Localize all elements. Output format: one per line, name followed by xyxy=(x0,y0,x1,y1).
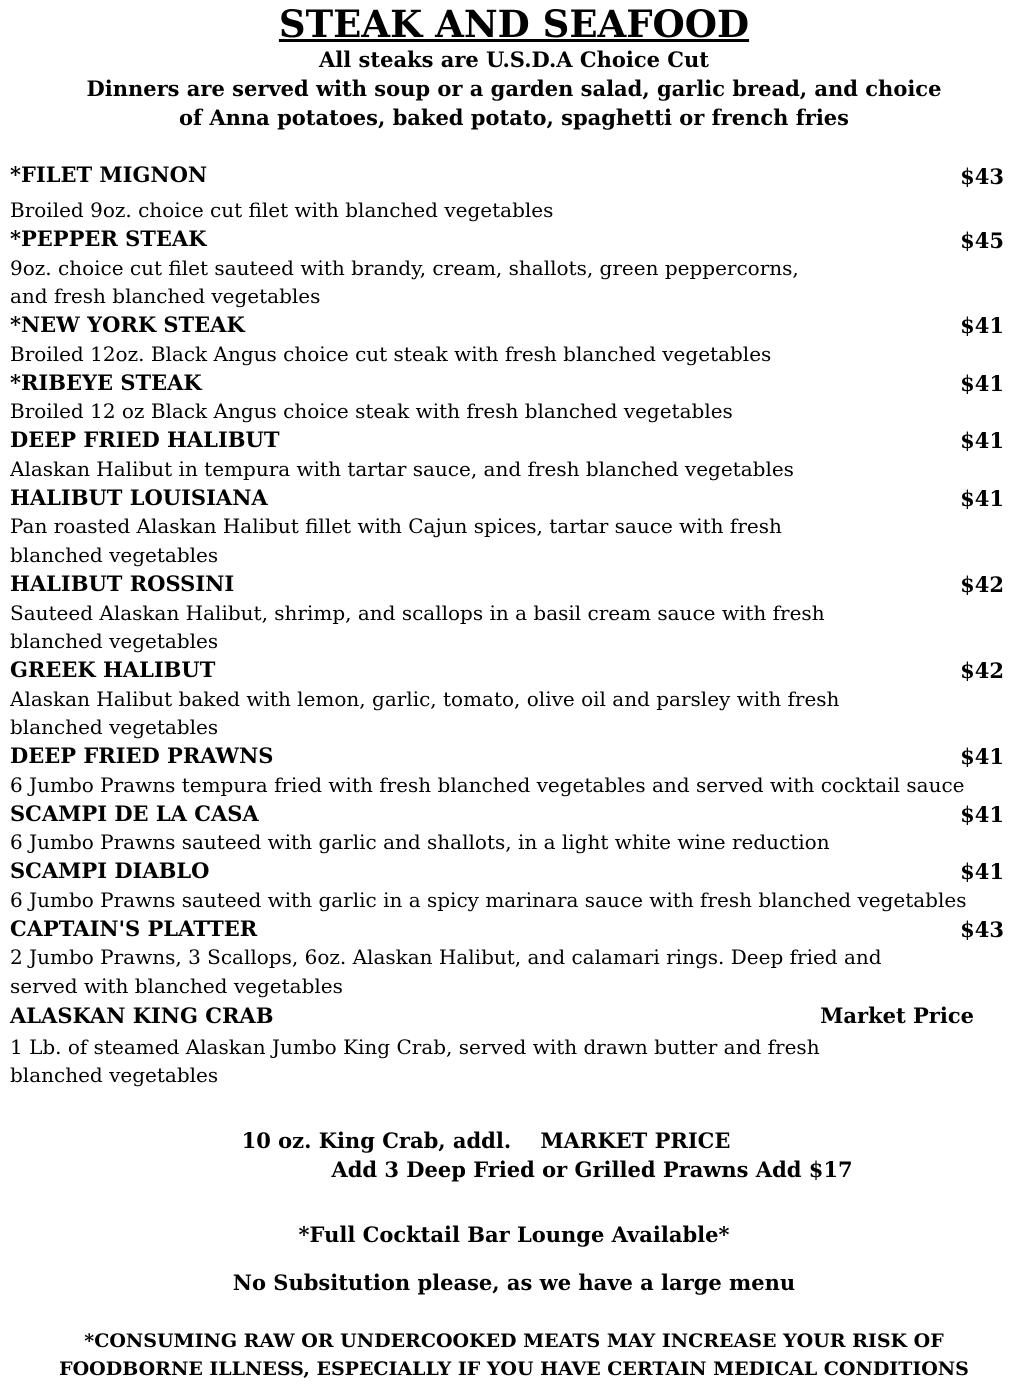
item-name: SCAMPI DIABLO xyxy=(10,858,210,883)
health-warning-line2: FOODBORNE ILLNESS, ESPECIALLY IF YOU HAVE CERTAIN MEDICAL CONDITIONS xyxy=(59,1358,969,1380)
item-name: *PEPPER STEAK xyxy=(10,226,207,251)
item-description: Alaskan Halibut in tempura with tartar sauce, and fresh blanched vegetables xyxy=(10,457,794,481)
dinner-note-line2: of Anna potatoes, baked potato, spaghetti or french fries xyxy=(179,105,849,130)
dinner-note-line1: Dinners are served with soup or a garden salad, garlic bread, and choice xyxy=(86,76,942,101)
item-description: Pan roasted Alaskan Halibut fillet with Cajun spices, tartar sauce with fresh xyxy=(10,514,782,538)
item-name: SCAMPI DE LA CASA xyxy=(10,801,259,826)
item-name: GREEK HALIBUT xyxy=(10,657,216,682)
item-description: blanched vegetables xyxy=(10,629,219,653)
item-description: 1 Lb. of steamed Alaskan Jumbo King Crab, served with drawn butter and fresh xyxy=(10,1035,820,1059)
cocktail-bar-note: *Full Cocktail Bar Lounge Available* xyxy=(298,1222,730,1247)
item-price: $45 xyxy=(960,228,1004,253)
item-price: $42 xyxy=(960,658,1004,683)
item-description: blanched vegetables xyxy=(10,543,219,567)
item-price: $43 xyxy=(960,917,1004,942)
item-name: *FILET MIGNON xyxy=(10,162,208,187)
item-name: *NEW YORK STEAK xyxy=(10,312,245,337)
item-price: $41 xyxy=(960,802,1004,827)
item-price: $41 xyxy=(960,859,1004,884)
item-name: HALIBUT LOUISIANA xyxy=(10,485,268,510)
item-description: Broiled 12 oz Black Angus choice steak with fresh blanched vegetables xyxy=(10,399,733,423)
usda-note: All steaks are U.S.D.A Choice Cut xyxy=(319,47,709,72)
item-name: *RIBEYE STEAK xyxy=(10,370,202,395)
item-description: blanched vegetables xyxy=(10,1063,219,1087)
item-name: HALIBUT ROSSINI xyxy=(10,571,235,596)
item-description: blanched vegetables xyxy=(10,715,219,739)
item-description: Alaskan Halibut baked with lemon, garlic, tomato, olive oil and parsley with fresh xyxy=(10,687,840,711)
item-price: $43 xyxy=(960,164,1004,189)
item-name: DEEP FRIED HALIBUT xyxy=(10,427,280,452)
item-description: Broiled 9oz. choice cut filet with blanched vegetables xyxy=(10,198,554,222)
item-description: Broiled 12oz. Black Angus choice cut steak with fresh blanched vegetables xyxy=(10,342,772,366)
item-description: 2 Jumbo Prawns, 3 Scallops, 6oz. Alaskan Halibut, and calamari rings. Deep fried and xyxy=(10,945,882,969)
item-name: DEEP FRIED PRAWNS xyxy=(10,743,274,768)
item-description: 6 Jumbo Prawns sauteed with garlic and shallots, in a light white wine reduction xyxy=(10,830,830,854)
item-description: 6 Jumbo Prawns tempura fried with fresh blanched vegetables and served with cocktail sauce xyxy=(10,773,965,797)
item-price: $41 xyxy=(960,428,1004,453)
item-price: $41 xyxy=(960,486,1004,511)
item-description: served with blanched vegetables xyxy=(10,974,343,998)
item-description: 6 Jumbo Prawns sauteed with garlic in a spicy marinara sauce with fresh blanched vegetables xyxy=(10,888,967,912)
item-price: $41 xyxy=(960,313,1004,338)
item-price: $41 xyxy=(960,744,1004,769)
substitution-note: No Subsitution please, as we have a large menu xyxy=(232,1270,796,1295)
item-description: and fresh blanched vegetables xyxy=(10,284,321,308)
menu-title: STEAK AND SEAFOOD xyxy=(278,2,750,46)
item-name: ALASKAN KING CRAB xyxy=(10,1003,274,1028)
addon-king-crab: 10 oz. King Crab, addl. MARKET PRICE xyxy=(241,1128,731,1153)
item-description: Sauteed Alaskan Halibut, shrimp, and scallops in a basil cream sauce with fresh xyxy=(10,601,825,625)
item-description: 9oz. choice cut filet sauteed with brandy, cream, shallots, green peppercorns, xyxy=(10,256,799,280)
item-price: $41 xyxy=(960,371,1004,396)
item-price: $42 xyxy=(960,572,1004,597)
health-warning-line1: *CONSUMING RAW OR UNDERCOOKED MEATS MAY INCREASE YOUR RISK OF xyxy=(84,1330,944,1352)
addon-prawns: Add 3 Deep Fried or Grilled Prawns Add $17 xyxy=(331,1157,853,1182)
item-name: CAPTAIN'S PLATTER xyxy=(10,916,258,941)
item-price: Market Price xyxy=(820,1003,974,1028)
